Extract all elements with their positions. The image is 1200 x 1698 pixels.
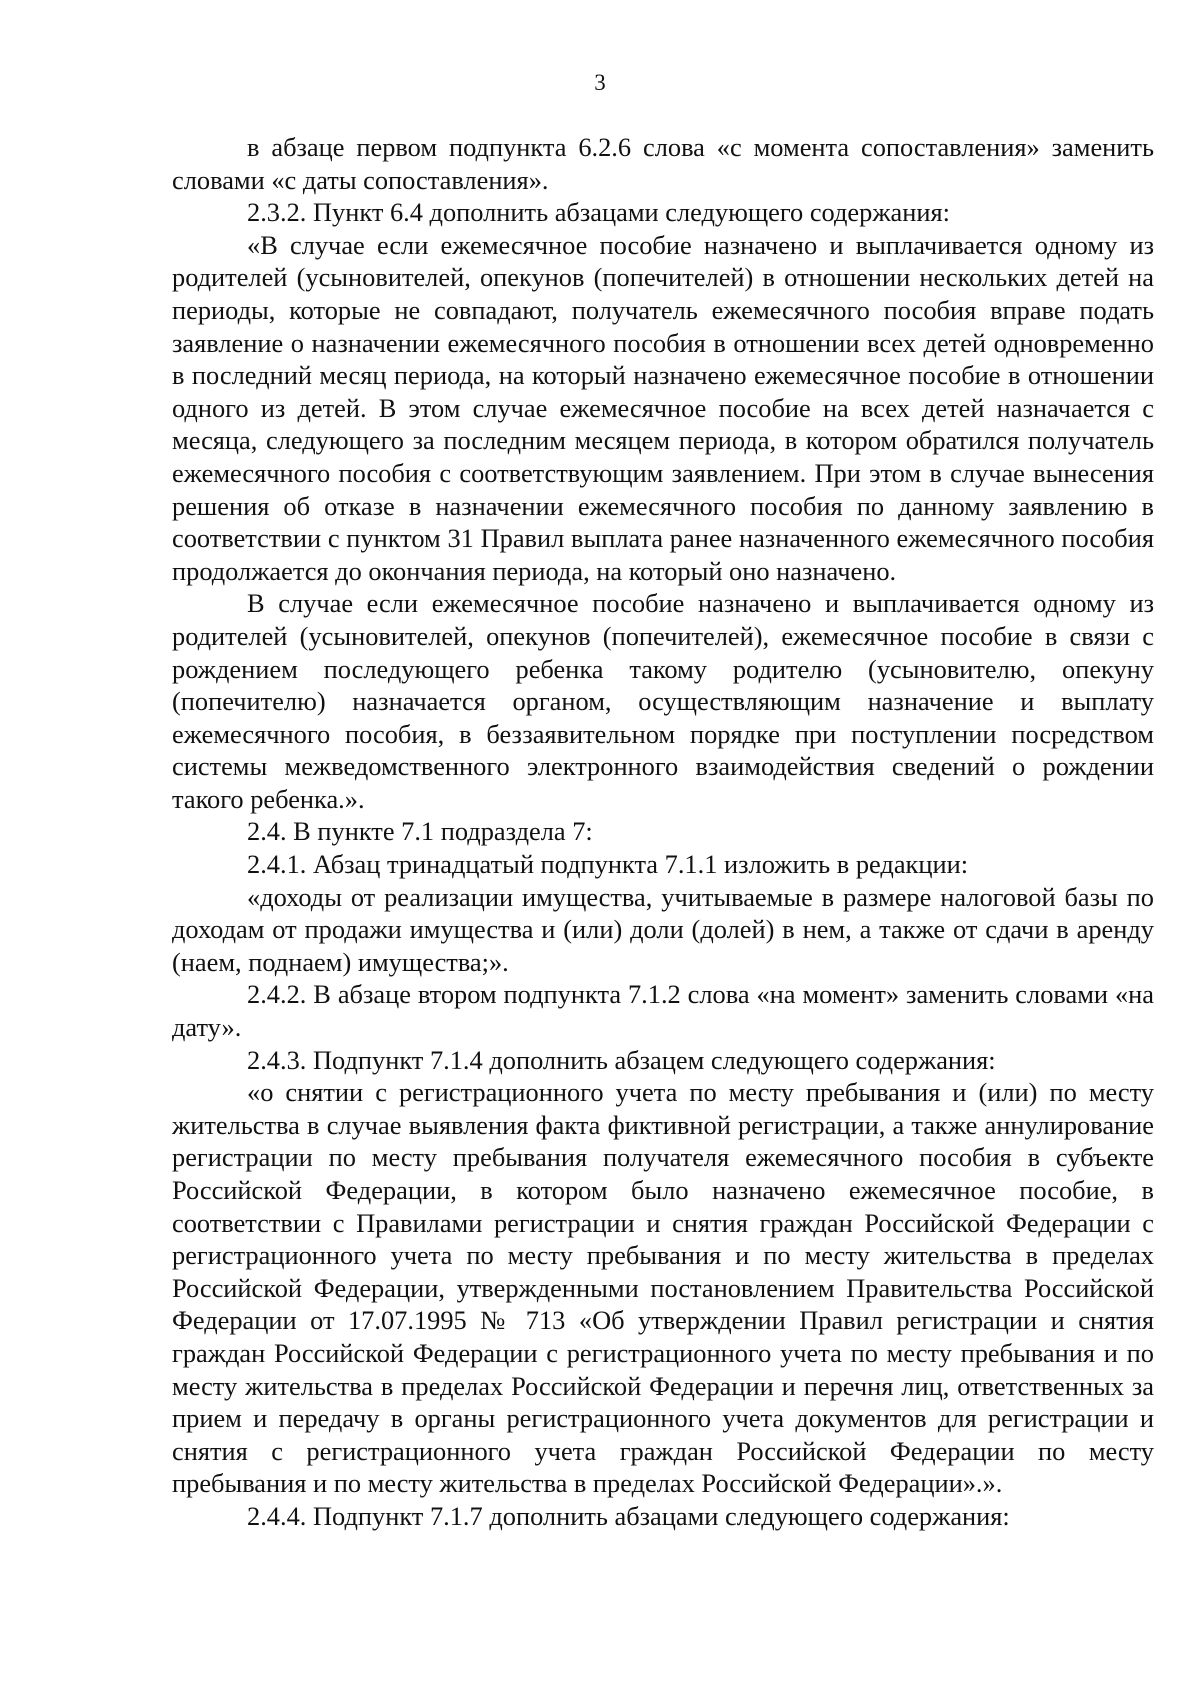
paragraph-2-3-2: 2.3.2. Пункт 6.4 дополнить абзацами следующего содержания: xyxy=(247,197,950,228)
paragraph-2-4: 2.4. В пункте 7.1 подраздела 7: xyxy=(247,816,593,847)
paragraph-next-child-birth: В случае если ежемесячное пособие назначено и выплачивается одному из родителей (усыновителей, опекунов (попечителей), ежемесячное пособие в связи с рождением последующего ребенка такому родителю (усыновителю, опекуну (попечителю) назначается органом, осуществляющим назначение и выплату ежемесячного пособия, в беззаявительном порядке при поступлении посредством системы межведомственного электронного взаимодействия сведений о рождении такого ребенка.». xyxy=(172,588,1154,814)
paragraph-2-4-3: 2.4.3. Подпункт 7.1.4 дополнить абзацем следующего содержания: xyxy=(247,1044,996,1075)
page-number: 3 xyxy=(594,70,606,95)
paragraph-registration-quote: «о снятии с регистрационного учета по месту пребывания и (или) по месту жительства в случае выявления факта фиктивной регистрации, а также аннулирование регистрации по месту пребывания получателя ежемесячного пособия в субъекте Российской Федерации, в котором было назначено ежемесячное пособие, в соответствии с Правилами регистрации и снятия граждан Российской Федерации с регистрационного учета по месту пребывания и по месту жительства в пределах Российской Федерации, утвержденными постановлением Правительства Российской Федерации от 17.07.1995 № 713 «Об утверждении Правил регистрации и снятия граждан Российской Федерации с регистрационного учета по месту пребывания и по месту жительства в пределах Российской Федерации и перечня лиц, ответственных за прием и передачу в органы регистрационного учета документов для регистрации и снятия с регистрационного учета граждан Российской Федерации по месту пребывания и по месту жительства в пределах Российской Федерации».». xyxy=(172,1077,1154,1499)
paragraph-2-4-4: 2.4.4. Подпункт 7.1.7 дополнить абзацами следующего содержания: xyxy=(247,1500,1010,1531)
paragraph-quote-several-children: «В случае если ежемесячное пособие назначено и выплачивается одному из родителей (усыновителей, опекунов (попечителей) в отношении нескольких детей на периоды, которые не совпадают, получатель ежемесячного пособия вправе подать заявление о назначении ежемесячного пособия в отношении всех детей одновременно в последний месяц периода, на который назначено ежемесячное пособие в отношении одного из детей. В этом случае ежемесячное пособие на всех детей назначается с месяца, следующего за последним месяцем периода, в котором обратился получатель ежемесячного пособия с соответствующим заявлением. При этом в случае вынесения решения об отказе в назначении ежемесячного пособия по данному заявлению в соответствии с пунктом 31 Правил выплата ранее назначенного ежемесячного пособия продолжается до окончания периода, на который оно назначено. xyxy=(172,229,1154,586)
paragraph-6-2-6-amendment: в абзаце первом подпункта 6.2.6 слова «с момента сопоставления» заменить словами «с даты сопоставления». xyxy=(172,132,1154,195)
document-body xyxy=(172,131,1154,1533)
paragraph-2-4-1: 2.4.1. Абзац тринадцатый подпункта 7.1.1 изложить в редакции: xyxy=(247,849,969,880)
paragraph-property-income-quote: «доходы от реализации имущества, учитываемые в размере налоговой базы по доходам от продажи имущества и (или) доли (долей) в нем, а также от сдачи в аренду (наем, поднаем) имущества;». xyxy=(172,881,1154,977)
paragraph-2-4-2: 2.4.2. В абзаце втором подпункта 7.1.2 слова «на момент» заменить словами «на дату». xyxy=(172,979,1154,1043)
